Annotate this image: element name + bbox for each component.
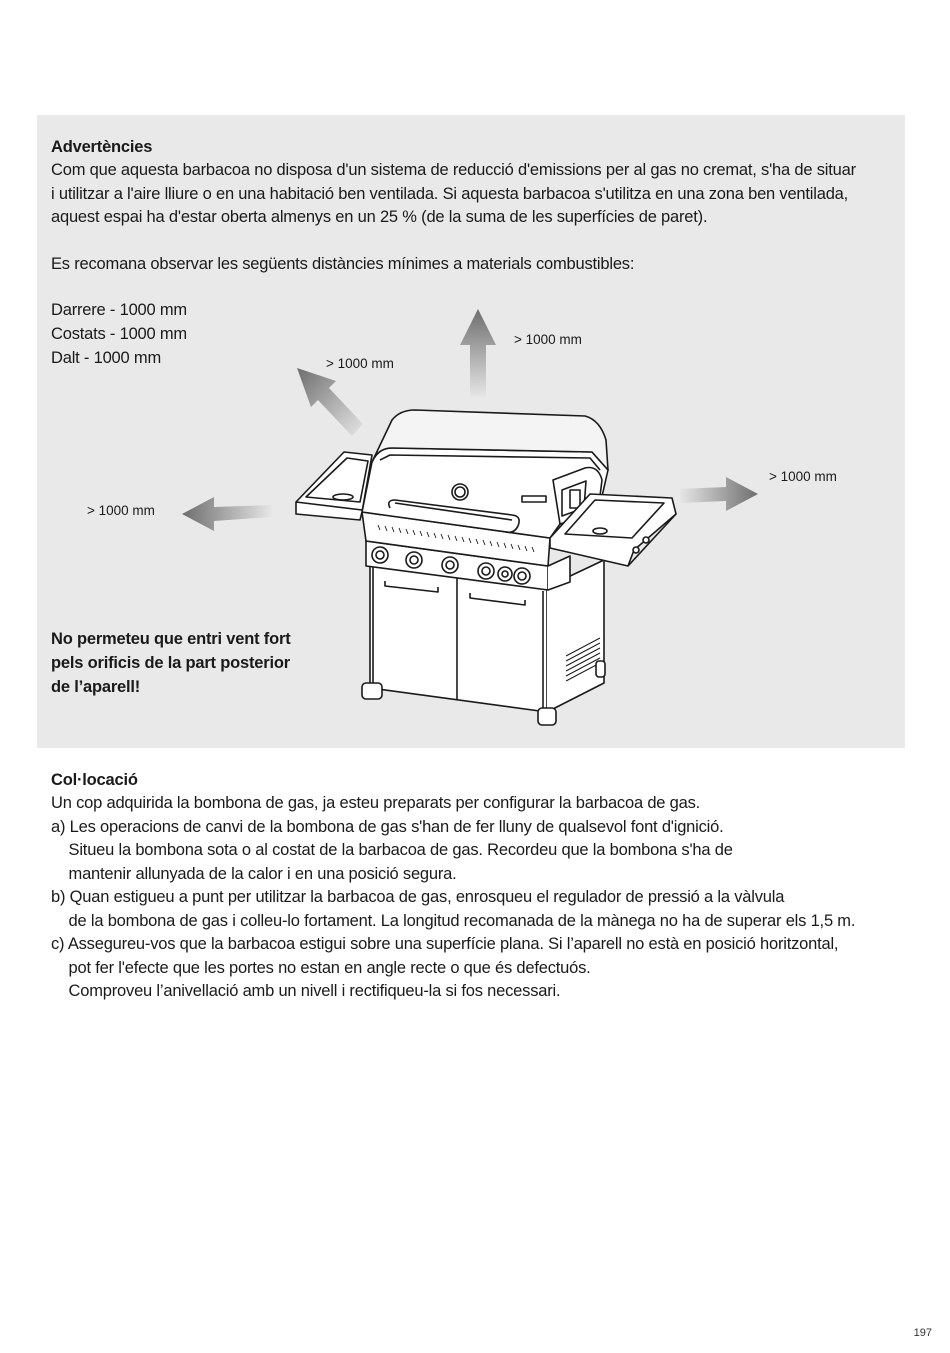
placement-line-9: Comproveu l’anivellació amb un nivell i rectifiqueu-la si fos necessari.	[51, 982, 561, 1000]
arrow-right-icon	[680, 477, 758, 511]
warnings-line-2: i utilitzar a l'aire lliure o en una habitació ben ventilada. Si aquesta barbacoa s'utilitza en una zona ben ventilada,	[51, 185, 849, 203]
label-back-distance: > 1000 mm	[326, 356, 394, 371]
placement-line-5: b) Quan estigueu a punt per utilitzar la barbacoa de gas, enrosqueu el regulador de pressió a la vàlvula	[51, 888, 785, 906]
placement-line-4: mantenir allunyada de la calor i en una posició segura.	[51, 865, 457, 883]
distance-top: Dalt - 1000 mm	[51, 349, 161, 367]
placement-line-3: Situeu la bombona sota o al costat de la barbacoa de gas. Recordeu que la bombona s'ha de	[51, 841, 733, 859]
placement-line-1: Un cop adquirida la bombona de gas, ja esteu preparats per configurar la barbacoa de gas.	[51, 794, 701, 812]
placement-line-6: de la bombona de gas i colleu-lo fortament. La longitud recomanada de la mànega no ha de superar els 1,5 m.	[51, 912, 856, 930]
grill-body	[296, 410, 676, 725]
warnings-line-1: Com que aquesta barbacoa no disposa d'un sistema de reducció d'emissions per al gas no cremat, s'ha de situar	[51, 161, 856, 179]
placement-line-7: c) Assegureu-vos que la barbacoa estigui sobre una superfície plana. Si l’aparell no està en posició horitzontal,	[51, 935, 839, 953]
placement-title: Col·locació	[51, 771, 138, 789]
label-left-distance: > 1000 mm	[87, 503, 155, 518]
page-number: 197	[913, 1327, 932, 1339]
arrow-back-left-icon	[297, 368, 363, 436]
distance-sides: Costats - 1000 mm	[51, 325, 187, 343]
label-top-distance: > 1000 mm	[514, 332, 582, 347]
distance-back: Darrere - 1000 mm	[51, 301, 187, 319]
distances-intro: Es recomana observar les següents distàncies mínimes a materials combustibles:	[51, 255, 635, 273]
warnings-line-3: aquest espai ha d'estar oberta almenys en un 25 % (de la suma de les superfícies de paret).	[51, 208, 708, 226]
warnings-title: Advertències	[51, 138, 153, 156]
wind-note-line-2: pels orificis de la part posterior	[51, 654, 290, 672]
wind-note-line-1: No permeteu que entri vent fort	[51, 630, 291, 648]
label-right-distance: > 1000 mm	[769, 469, 837, 484]
arrow-left-icon	[182, 497, 272, 531]
arrow-up-icon	[460, 309, 496, 397]
wind-note-line-3: de l’aparell!	[51, 678, 141, 696]
placement-line-8: pot fer l'efecte que les portes no estan en angle recte o que és defectuós.	[51, 959, 591, 977]
placement-line-2: a) Les operacions de canvi de la bombona de gas s'han de fer lluny de qualsevol font d'ignició.	[51, 818, 724, 836]
